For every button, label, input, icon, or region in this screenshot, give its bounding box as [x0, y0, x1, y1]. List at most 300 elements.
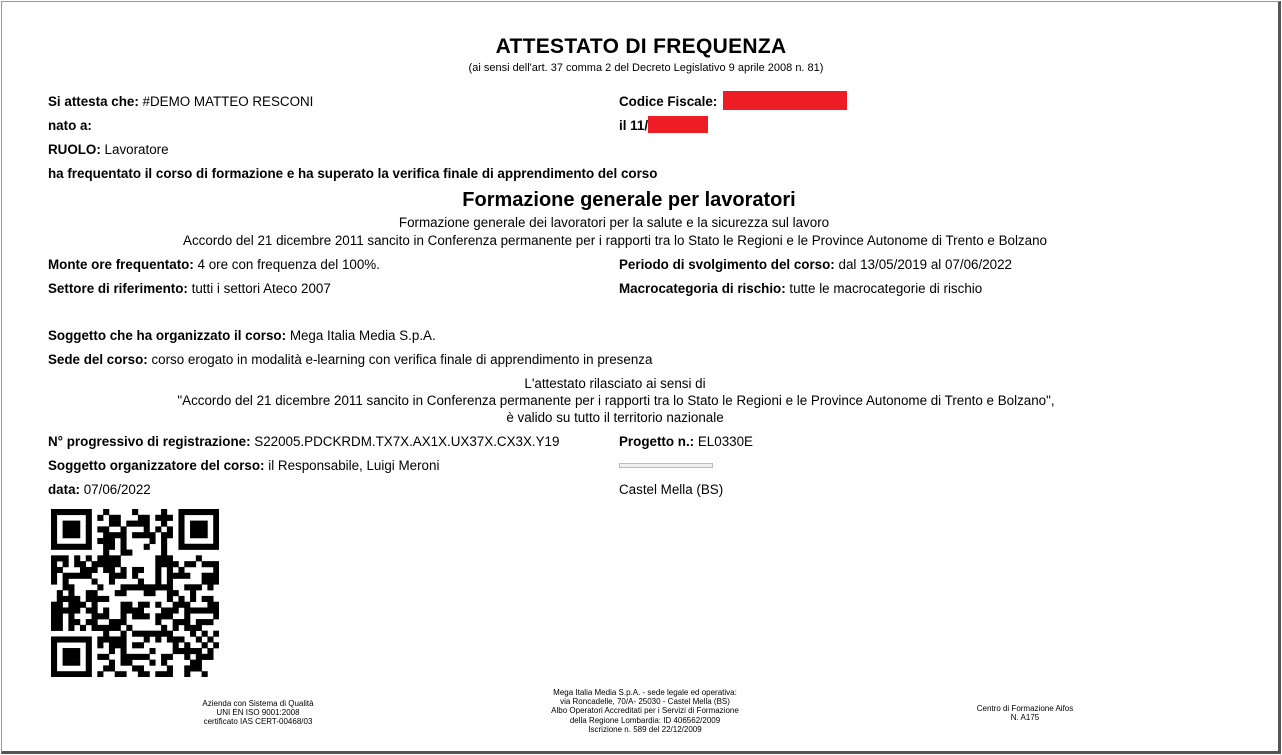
place: Castel Mella (BS) [619, 482, 724, 497]
qr-module [63, 526, 69, 532]
qr-module [68, 619, 74, 625]
qr-module [155, 526, 161, 532]
qr-module [202, 642, 208, 648]
qr-module [121, 567, 127, 573]
qr-module [86, 665, 92, 671]
qr-module [68, 573, 74, 579]
footer-company-line: Iscrizione n. 589 del 22/12/2009 [588, 724, 702, 734]
qr-module [103, 532, 109, 538]
progetto-value: EL0330E [697, 434, 753, 449]
data-row [48, 482, 151, 497]
qr-module [155, 602, 161, 608]
qr-module [97, 555, 103, 561]
qr-module [115, 642, 121, 648]
qr-module [109, 532, 115, 538]
qr-module [173, 607, 179, 613]
macrocategoria-row [619, 281, 982, 296]
qr-module [86, 671, 92, 677]
qr-module [80, 625, 86, 631]
qr-module [109, 648, 115, 654]
qr-module [121, 544, 127, 550]
qr-module [51, 532, 57, 538]
qr-module [80, 561, 86, 567]
qr-module [178, 573, 184, 579]
sede-value: corso erogato in modalità e-learning con verifica finale di apprendimento in presenza [151, 352, 653, 367]
qr-module [144, 521, 150, 527]
qr-module [196, 555, 202, 561]
qr-module [121, 550, 127, 556]
qr-module [51, 579, 57, 585]
qr-module [51, 671, 57, 677]
qr-module [213, 602, 219, 608]
qr-module [132, 607, 138, 613]
codice-fiscale-row [619, 94, 847, 110]
qr-module [109, 538, 115, 544]
qr-module [86, 532, 92, 538]
qr-module [144, 526, 150, 532]
qr-module [213, 544, 219, 550]
qr-module [86, 607, 92, 613]
qr-module [144, 532, 150, 538]
qr-module [126, 660, 132, 666]
qr-module [178, 648, 184, 654]
footer-company-line: Mega Italia Media S.p.A. - sede legale ed operativa: [553, 688, 737, 697]
qr-module [138, 631, 144, 637]
qr-module [86, 573, 92, 579]
periodo-label: Periodo di svolgimento del corso: [619, 257, 835, 272]
qr-module [74, 671, 80, 677]
qr-module [184, 607, 190, 613]
qr-module [115, 521, 121, 527]
qr-module [138, 671, 144, 677]
qr-module [178, 567, 184, 573]
qr-module [167, 671, 173, 677]
qr-module [190, 532, 196, 538]
qr-module [103, 509, 109, 515]
qr-module [178, 509, 184, 515]
qr-module [68, 636, 74, 642]
qr-module [86, 509, 92, 515]
qr-module [173, 619, 179, 625]
qr-module [196, 544, 202, 550]
qr-module [109, 521, 115, 527]
qr-module [57, 555, 63, 561]
qr-module [109, 561, 115, 567]
qr-module [103, 538, 109, 544]
qr-module [167, 665, 173, 671]
data-value: 07/06/2022 [83, 482, 151, 497]
qr-module [51, 555, 57, 561]
qr-module [115, 573, 121, 579]
document-subtitle: (ai sensi dell'art. 37 comma 2 del Decreto Legislativo 9 aprile 2008 n. 81) [468, 62, 824, 74]
monte-ore-row [48, 257, 380, 272]
soggetto-value: Mega Italia Media S.p.A. [289, 328, 436, 343]
qr-module [92, 625, 98, 631]
qr-module [86, 590, 92, 596]
qr-module [196, 654, 202, 660]
footer-company-line: Albo Operatori Accreditati per i Servizi di Formazione [551, 706, 739, 716]
qr-module [207, 579, 213, 585]
qr-module [68, 590, 74, 596]
macrocategoria-value: tutte le macrocategorie di rischio [789, 281, 983, 296]
qr-module [68, 526, 74, 532]
qr-module [109, 567, 115, 573]
qr-module [196, 636, 202, 642]
organizzatore-label: Soggetto organizzatore del corso: [48, 458, 265, 473]
qr-module [184, 573, 190, 579]
qr-module [178, 544, 184, 550]
qr-module [167, 631, 173, 637]
qr-module [51, 573, 57, 579]
qr-module [74, 660, 80, 666]
qr-module [86, 660, 92, 666]
qr-module [68, 584, 74, 590]
qr-module [109, 619, 115, 625]
qr-module [63, 660, 69, 666]
periodo-row [619, 257, 1012, 272]
qr-module [167, 607, 173, 613]
qr-module [167, 579, 173, 585]
qr-module [202, 561, 208, 567]
qr-module [161, 555, 167, 561]
qr-module [121, 654, 127, 660]
qr-module [74, 555, 80, 561]
qr-module [207, 561, 213, 567]
qr-module [202, 509, 208, 515]
periodo-value: dal 13/05/2019 al 07/06/2022 [838, 257, 1013, 272]
qr-module [213, 526, 219, 532]
qr-module [92, 567, 98, 573]
attesta-row [48, 94, 313, 109]
qr-module [161, 509, 167, 515]
qr-module [126, 584, 132, 590]
qr-module [184, 584, 190, 590]
qr-module [196, 665, 202, 671]
qr-module [190, 590, 196, 596]
qr-module [68, 596, 74, 602]
qr-module [74, 654, 80, 660]
qr-module [173, 642, 179, 648]
qr-module [97, 654, 103, 660]
qr-module [121, 532, 127, 538]
qr-module [184, 648, 190, 654]
qr-module [207, 654, 213, 660]
qr-module [74, 636, 80, 642]
qr-module [126, 550, 132, 556]
qr-module [51, 648, 57, 654]
qr-module [173, 561, 179, 567]
qr-module [86, 521, 92, 527]
qr-module [207, 602, 213, 608]
course-description: Formazione generale dei lavoratori per la salute e la sicurezza sul lavoro [398, 215, 830, 230]
organizzatore-row [48, 458, 439, 473]
qr-module [161, 671, 167, 677]
qr-module [161, 654, 167, 660]
qr-module [121, 590, 127, 596]
qr-module [213, 579, 219, 585]
qr-module [184, 613, 190, 619]
qr-module [92, 579, 98, 585]
qr-module [103, 654, 109, 660]
qr-module [190, 584, 196, 590]
qr-module [63, 544, 69, 550]
qr-module [51, 654, 57, 660]
qr-module [149, 660, 155, 666]
qr-module [207, 509, 213, 515]
qr-module [51, 515, 57, 521]
qr-module [149, 648, 155, 654]
qr-module [97, 515, 103, 521]
qr-module [115, 555, 121, 561]
qr-module [173, 573, 179, 579]
qr-module [103, 607, 109, 613]
qr-module [74, 619, 80, 625]
qr-module [51, 521, 57, 527]
footer-quality-line: UNI EN ISO 9001:2008 [216, 708, 300, 718]
qr-module [138, 602, 144, 608]
qr-module [115, 625, 121, 631]
qr-module [86, 636, 92, 642]
qr-module [115, 619, 121, 625]
qr-module [138, 642, 144, 648]
birth-prefix: il 11/ [619, 118, 649, 133]
qr-module [63, 596, 69, 602]
qr-module [196, 619, 202, 625]
settore-label: Settore di riferimento: [48, 281, 188, 296]
qr-module [121, 602, 127, 608]
qr-module [202, 631, 208, 637]
qr-module [109, 515, 115, 521]
qr-module [63, 636, 69, 642]
qr-module [161, 515, 167, 521]
qr-module [202, 579, 208, 585]
qr-module [202, 573, 208, 579]
qr-module [97, 526, 103, 532]
qr-module [161, 544, 167, 550]
qr-module [144, 636, 150, 642]
qr-module [213, 521, 219, 527]
qr-module [144, 515, 150, 521]
qr-module [121, 573, 127, 579]
qr-module [121, 538, 127, 544]
qr-module [213, 607, 219, 613]
qr-module [178, 515, 184, 521]
qr-module [155, 671, 161, 677]
qr-module [57, 613, 63, 619]
qr-module [109, 555, 115, 561]
qr-module [103, 555, 109, 561]
qr-module [213, 561, 219, 567]
qr-module [126, 654, 132, 660]
qr-module [68, 671, 74, 677]
qr-module [202, 671, 208, 677]
qr-module [149, 631, 155, 637]
qr-module [80, 573, 86, 579]
qr-module [121, 671, 127, 677]
qr-module [202, 596, 208, 602]
qr-module [213, 631, 219, 637]
qr-module [207, 607, 213, 613]
qr-module [196, 648, 202, 654]
qr-module [144, 631, 150, 637]
qr-module [173, 625, 179, 631]
qr-module [161, 521, 167, 527]
course-title: Formazione generale per lavoratori [462, 189, 796, 211]
footer-company-line: via Roncadelle, 70/A- 25030 - Castel Mella (BS) [560, 697, 730, 707]
qr-module [202, 619, 208, 625]
qr-module [126, 625, 132, 631]
footer-aifos-line: N. A175 [1010, 713, 1040, 723]
qr-module [92, 602, 98, 608]
qr-module [97, 561, 103, 567]
qr-module [213, 515, 219, 521]
qr-module [68, 521, 74, 527]
qr-module [115, 590, 121, 596]
qr-module [103, 567, 109, 573]
qr-module [80, 671, 86, 677]
qr-module [149, 590, 155, 596]
nato-label: nato a: [48, 118, 92, 133]
qr-module [115, 636, 121, 642]
codice-fiscale-label: Codice Fiscale: [619, 94, 718, 109]
footer-aifos-line: Centro di Formazione Aifos [976, 704, 1074, 713]
qr-module [115, 561, 121, 567]
qr-module [138, 613, 144, 619]
qr-module [190, 596, 196, 602]
qr-module [121, 660, 127, 666]
qr-module [184, 665, 190, 671]
qr-module [161, 550, 167, 556]
qr-module [57, 625, 63, 631]
qr-module [63, 579, 69, 585]
qr-module [213, 613, 219, 619]
qr-module [68, 607, 74, 613]
qr-module [207, 596, 213, 602]
qr-module [97, 584, 103, 590]
qr-module [51, 642, 57, 648]
attesta-label: Si attesta che: [48, 94, 139, 109]
qr-module [97, 671, 103, 677]
qr-module [167, 584, 173, 590]
progetto-row [619, 434, 753, 449]
qr-module [155, 636, 161, 642]
qr-module [51, 613, 57, 619]
qr-module [155, 613, 161, 619]
qr-module [51, 625, 57, 631]
qr-module [92, 613, 98, 619]
qr-module [121, 607, 127, 613]
qr-module [103, 550, 109, 556]
qr-module [68, 602, 74, 608]
qr-module [109, 579, 115, 585]
qr-module [132, 631, 138, 637]
qr-module [132, 642, 138, 648]
qr-module [190, 561, 196, 567]
qr-module [51, 619, 57, 625]
birth-date-row [619, 118, 708, 133]
sede-row [48, 352, 652, 367]
qr-module [144, 671, 150, 677]
qr-module [213, 567, 219, 573]
qr-module [178, 596, 184, 602]
qr-module [121, 619, 127, 625]
qr-module [63, 509, 69, 515]
qr-module [74, 526, 80, 532]
qr-module [149, 584, 155, 590]
qr-module [207, 648, 213, 654]
qr-module [103, 596, 109, 602]
qr-module [103, 636, 109, 642]
qr-module [207, 636, 213, 642]
qr-module [190, 607, 196, 613]
qr-module [190, 544, 196, 550]
qr-module [167, 555, 173, 561]
qr-module [155, 573, 161, 579]
qr-module [138, 532, 144, 538]
qr-module [132, 521, 138, 527]
qr-module [121, 613, 127, 619]
qr-module [92, 619, 98, 625]
qr-module [161, 538, 167, 544]
qr-module [207, 619, 213, 625]
qr-module [57, 590, 63, 596]
qr-module [74, 596, 80, 602]
qr-module [190, 521, 196, 527]
qr-module [132, 532, 138, 538]
qr-module [74, 561, 80, 567]
qr-module [138, 579, 144, 585]
qr-module [196, 625, 202, 631]
sede-label: Sede del corso: [48, 352, 148, 367]
qr-module [138, 665, 144, 671]
qr-module [74, 607, 80, 613]
qr-module [80, 544, 86, 550]
qr-module [178, 636, 184, 642]
monte-ore-label: Monte ore frequentato: [48, 257, 194, 272]
qr-module [196, 660, 202, 666]
footer-aifos [960, 704, 1090, 722]
qr-module [86, 654, 92, 660]
qr-module [184, 544, 190, 550]
qr-module [103, 665, 109, 671]
qr-module [103, 544, 109, 550]
qr-module [121, 642, 127, 648]
qr-module [86, 648, 92, 654]
qr-module [57, 509, 63, 515]
qr-module [103, 561, 109, 567]
qr-module [86, 544, 92, 550]
qr-module [97, 636, 103, 642]
soggetto-label: Soggetto che ha organizzato il corso: [48, 328, 287, 343]
qr-module [167, 596, 173, 602]
qr-module [63, 671, 69, 677]
qr-module [57, 636, 63, 642]
qr-module [207, 573, 213, 579]
qr-module [57, 596, 63, 602]
qr-module [109, 642, 115, 648]
qr-module [202, 544, 208, 550]
qr-module [92, 607, 98, 613]
qr-module [184, 561, 190, 567]
qr-module [97, 538, 103, 544]
qr-module [196, 607, 202, 613]
qr-module [138, 521, 144, 527]
qr-module [86, 515, 92, 521]
qr-module [144, 602, 150, 608]
qr-module [184, 654, 190, 660]
qr-module [132, 665, 138, 671]
qr-module [207, 584, 213, 590]
